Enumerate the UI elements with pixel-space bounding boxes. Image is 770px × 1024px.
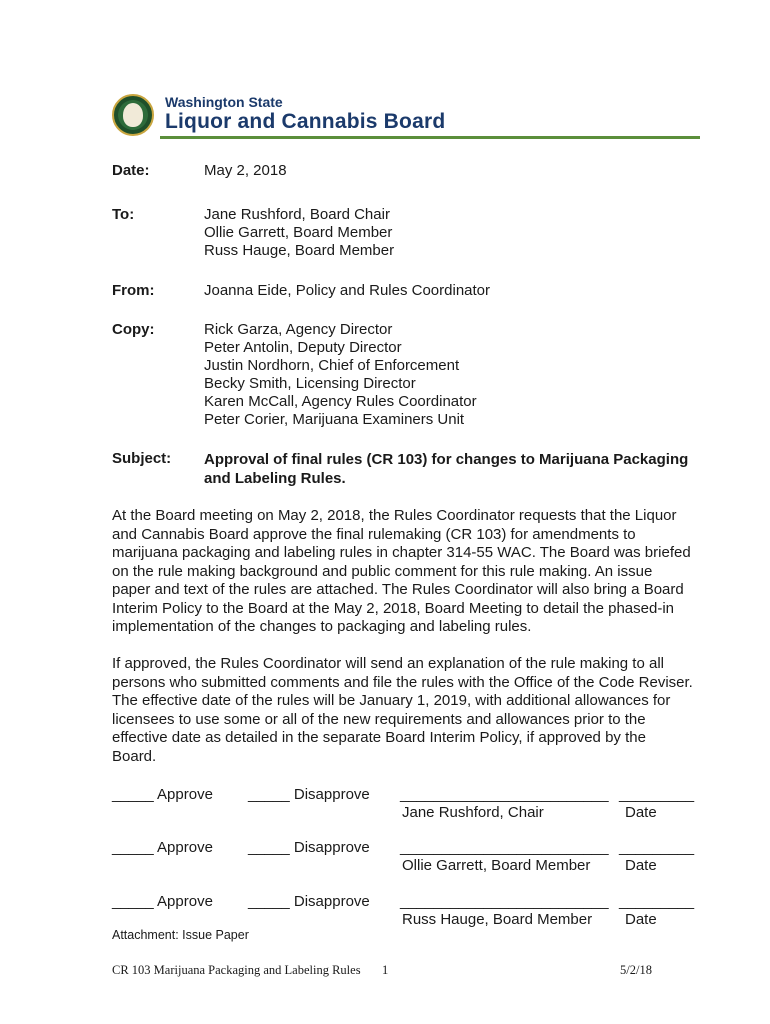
footer-date: 5/2/18 bbox=[620, 963, 652, 977]
to-label: To: bbox=[112, 206, 135, 223]
date-label: Date: bbox=[112, 162, 150, 179]
signer-date-label: Date bbox=[625, 911, 657, 928]
signature-line: _________________________ bbox=[400, 786, 609, 803]
copy-recipient: Peter Corier, Marijuana Examiners Unit bbox=[204, 411, 465, 428]
approve-line: _____ Approve bbox=[112, 893, 213, 910]
copy-recipient: Justin Nordhorn, Chief of Enforcement bbox=[204, 357, 460, 374]
signer-date-label: Date bbox=[625, 804, 657, 821]
attachment-note: Attachment: Issue Paper bbox=[112, 928, 249, 942]
copy-recipient: Becky Smith, Licensing Director bbox=[204, 375, 416, 392]
signature-line: _________________________ bbox=[400, 839, 609, 856]
subject-label: Subject: bbox=[112, 450, 172, 467]
approve-line: _____ Approve bbox=[112, 839, 213, 856]
to-list bbox=[204, 206, 394, 260]
signer-name: Ollie Garrett, Board Member bbox=[402, 857, 591, 874]
signer-date-label: Date bbox=[625, 857, 657, 874]
from-label: From: bbox=[112, 282, 155, 299]
subject-value: Approval of final rules (CR 103) for changes to Marijuana Packaging and Labeling Rules. bbox=[204, 451, 689, 487]
state-seal-icon bbox=[112, 94, 154, 136]
to-recipient: Jane Rushford, Board Chair bbox=[204, 206, 390, 223]
disapprove-line: _____ Disapprove bbox=[248, 786, 370, 803]
to-recipient: Ollie Garrett, Board Member bbox=[204, 224, 393, 241]
date-line: _________ bbox=[619, 839, 695, 856]
signer-name: Jane Rushford, Chair bbox=[402, 804, 544, 821]
footer-page-number: 1 bbox=[382, 963, 389, 977]
body-paragraph-2: If approved, the Rules Coordinator will send an explanation of the rule making to all persons who submitted comments and file the rules with the Office of the Code Reviser. The effective date of the rules will be January 1, 2019, with additional allowances for licensees to use some or all of the new requirements and allowances prior to the effective date as detailed in the separate Board Interim Policy, if approved by the Board. bbox=[112, 655, 693, 765]
org-name-line1: Washington State bbox=[165, 94, 283, 110]
copy-recipient: Rick Garza, Agency Director bbox=[204, 321, 393, 338]
header-rule bbox=[160, 136, 700, 139]
signature-line: _________________________ bbox=[400, 893, 609, 910]
copy-list bbox=[204, 321, 477, 429]
body-paragraph-1: At the Board meeting on May 2, 2018, the Rules Coordinator requests that the Liquor and Cannabis Board approve the final rulemaking (CR 103) for amendments to marijuana packaging and labeling rules in chapter 314-55 WAC. The Board was briefed on the rule making background and public comment for this rule making. An issue paper and text of the rules are attached. The Rules Coordinator will also bring a Board Interim Policy to the Board at the May 2, 2018, Board Meeting to detail the phased-in implementation of the changes to packaging and labeling rules. bbox=[112, 507, 691, 635]
signer-name: Russ Hauge, Board Member bbox=[402, 911, 593, 928]
from-value: Joanna Eide, Policy and Rules Coordinator bbox=[204, 282, 491, 299]
disapprove-line: _____ Disapprove bbox=[248, 893, 370, 910]
copy-recipient: Karen McCall, Agency Rules Coordinator bbox=[204, 393, 477, 410]
to-recipient: Russ Hauge, Board Member bbox=[204, 242, 395, 259]
copy-label: Copy: bbox=[112, 321, 155, 338]
date-value: May 2, 2018 bbox=[204, 162, 287, 179]
date-line: _________ bbox=[619, 786, 695, 803]
org-name-line2: Liquor and Cannabis Board bbox=[165, 110, 446, 133]
footer-title: CR 103 Marijuana Packaging and Labeling Rules bbox=[112, 963, 361, 977]
approve-line: _____ Approve bbox=[112, 786, 213, 803]
date-line: _________ bbox=[619, 893, 695, 910]
disapprove-line: _____ Disapprove bbox=[248, 839, 370, 856]
copy-recipient: Peter Antolin, Deputy Director bbox=[204, 339, 402, 356]
